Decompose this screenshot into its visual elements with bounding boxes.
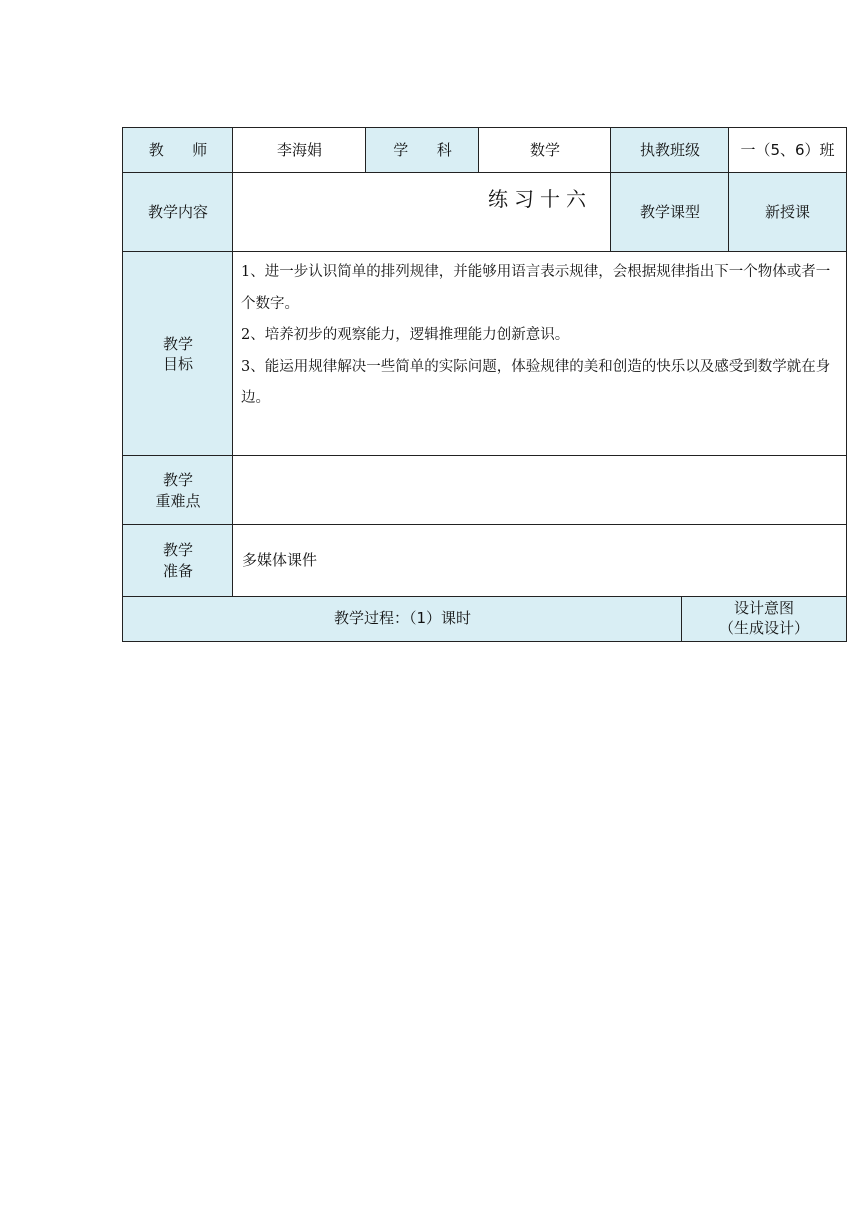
- row-divider: [122, 596, 847, 597]
- preparation-value-cell: [233, 525, 846, 596]
- row-divider: [122, 251, 847, 252]
- class-label: 执教班级: [639, 141, 700, 160]
- teacher-label-cell: [123, 128, 233, 173]
- lesson-type-label-cell: [611, 173, 729, 252]
- column-divider: [610, 127, 611, 252]
- difficulty-value-cell: [233, 456, 846, 525]
- class-value-cell: [729, 128, 846, 173]
- class-value: 一（5、6）班: [740, 141, 835, 160]
- column-divider: [478, 127, 479, 173]
- teacher-name: 李海娟: [276, 141, 322, 160]
- content-label: 教学内容: [147, 203, 208, 222]
- preparation-label: 教学 准备: [162, 541, 193, 580]
- teacher-label: 教 师: [148, 141, 208, 160]
- row-divider: [122, 172, 847, 173]
- preparation-label-cell: [123, 525, 233, 596]
- goals-label-cell: [123, 252, 233, 456]
- table-border-bottom: [122, 641, 847, 642]
- goal-item-3: 3、能运用规律解决一些简单的实际问题，体验规律的美和创造的快乐以及感受到数学就在身边。: [241, 358, 831, 406]
- goals-label: 教学 目标: [162, 334, 193, 373]
- design-label-cell: [682, 596, 846, 641]
- subject-value-cell: [479, 128, 611, 173]
- column-divider: [232, 127, 233, 597]
- goal-item-1: 1、进一步认识简单的排列规律，并能够用语言表示规律，会根据规律指出下一个物体或者一个数字。: [241, 264, 831, 312]
- column-divider: [365, 127, 366, 173]
- subject-label-cell: [366, 128, 479, 173]
- goal-item-2: 2、培养初步的观察能力，逻辑推理能力创新意识。: [241, 327, 570, 343]
- process-label: 教学过程：（1）课时: [333, 609, 472, 628]
- lesson-type-value: 新授课: [764, 203, 810, 222]
- table-border-right: [846, 127, 847, 642]
- preparation-value: 多媒体课件: [242, 551, 318, 570]
- lesson-type-value-cell: [729, 173, 846, 252]
- column-divider: [728, 127, 729, 252]
- subject-value: 数学: [529, 141, 560, 160]
- difficulty-label: 教学 重难点: [155, 471, 201, 510]
- difficulty-label-cell: [123, 456, 233, 525]
- row-divider: [122, 455, 847, 456]
- row-divider: [122, 524, 847, 525]
- teacher-name-cell: [233, 128, 366, 173]
- table-border-top: [122, 127, 847, 128]
- table-border-left: [122, 127, 123, 642]
- goals-list: [241, 257, 841, 415]
- design-label: 设计意图 （生成设计）: [718, 599, 809, 637]
- subject-label: 学 科: [393, 141, 452, 160]
- content-label-cell: [123, 173, 233, 252]
- column-divider: [681, 596, 682, 642]
- class-label-cell: [611, 128, 729, 173]
- process-label-cell: [123, 596, 682, 641]
- content-title: 练习十六: [488, 187, 592, 211]
- lesson-type-label: 教学课型: [639, 203, 700, 222]
